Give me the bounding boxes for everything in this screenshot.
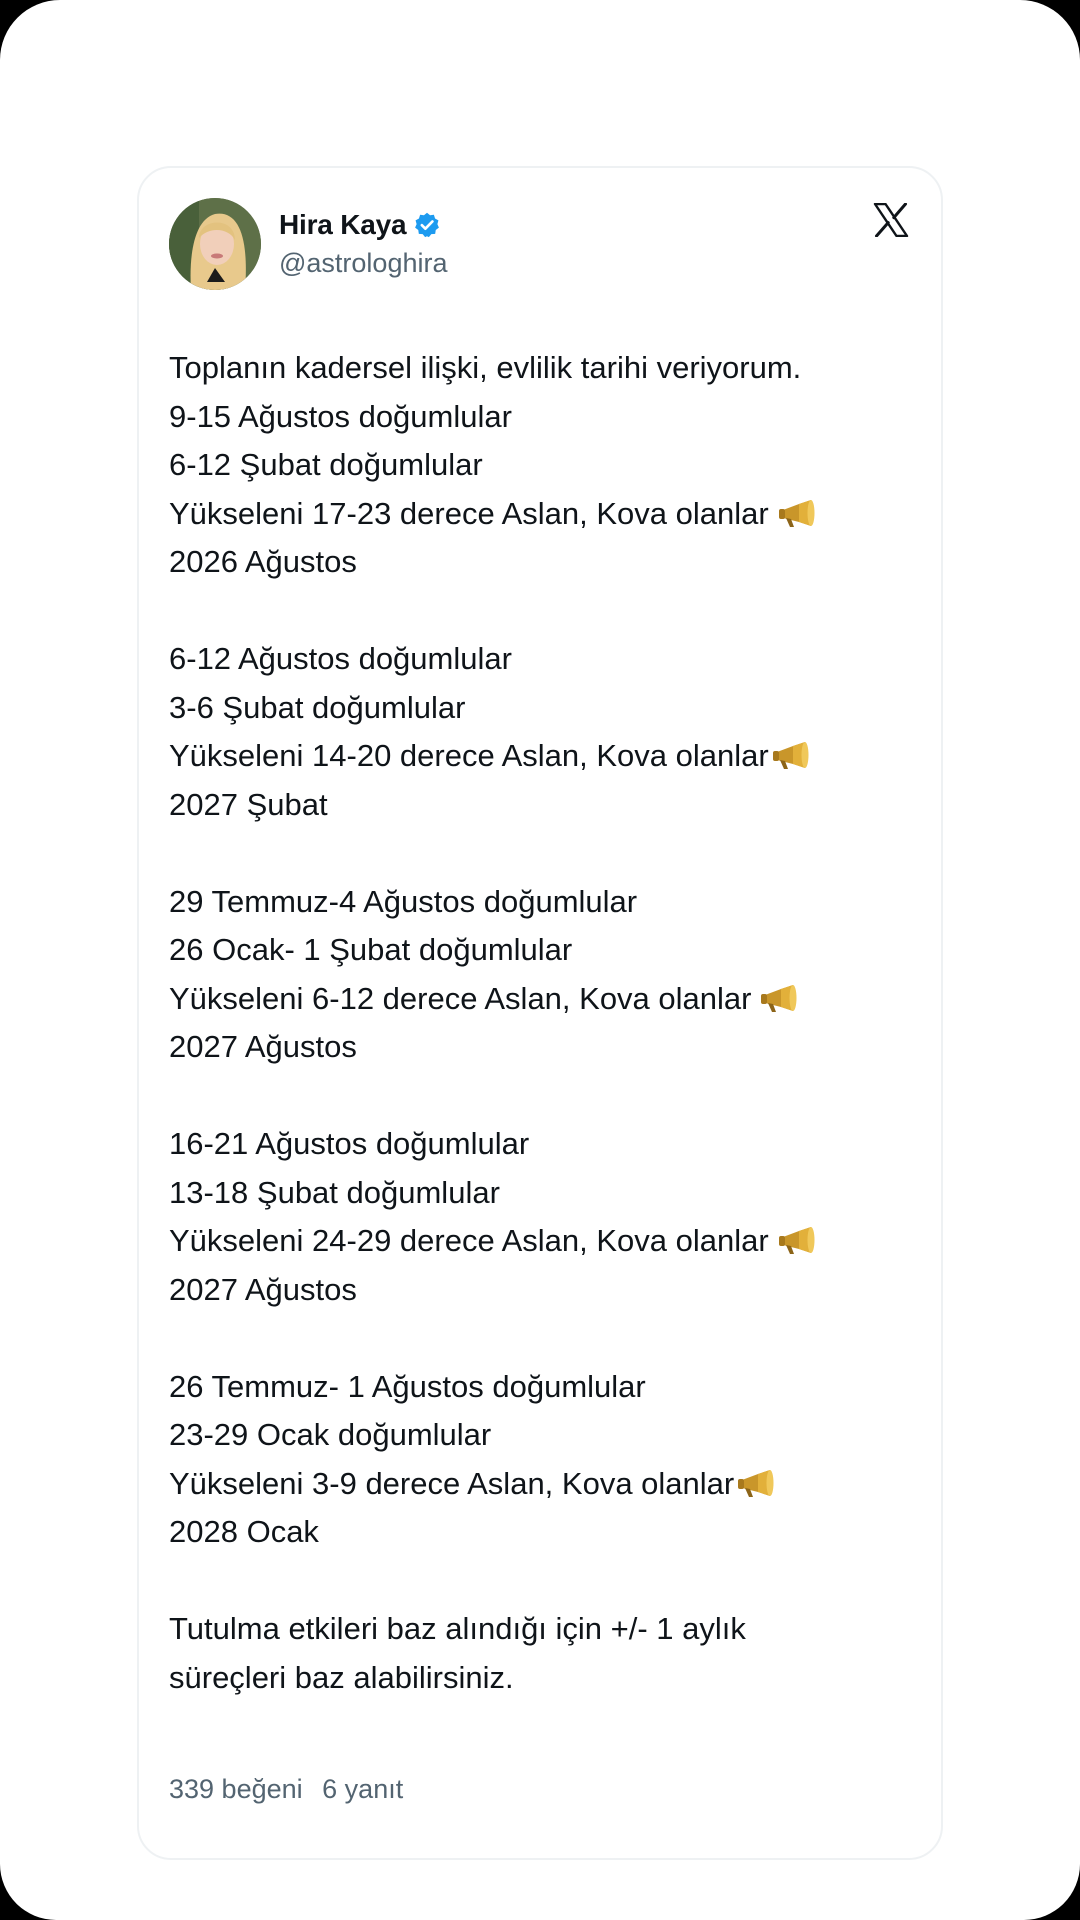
group-date: 2027 Ağustos [169,1271,357,1307]
handle[interactable]: @astrologhira [279,248,448,278]
group-line: 26 Temmuz- 1 Ağustos doğumlular [169,1368,646,1404]
group-date: 2028 Ocak [169,1514,319,1549]
group-ascendant-line [169,975,929,1024]
tweet-card[interactable] [137,166,943,1860]
tweet-text [169,344,929,1702]
likes-count[interactable]: 339 beğeni [169,1774,303,1804]
tweet-stats [169,1774,403,1805]
group-line: 3-6 Şubat doğumlular [169,689,466,725]
tweet-intro: Toplanın kadersel ilişki, evlilik tarihi veriyorum. [169,350,802,385]
group-line: Yükseleni 24-29 derece Aslan, Kova olanlar [169,1223,769,1258]
tweet-note-line: süreçleri baz alabilirsiniz. [169,1659,514,1695]
avatar[interactable] [169,198,261,290]
display-name[interactable]: Hira Kaya [279,209,407,240]
group-ascendant-line [169,1460,929,1509]
megaphone-icon [777,498,817,530]
group-line: 26 Ocak- 1 Şubat doğumlular [169,932,573,967]
verified-badge-icon [413,211,441,239]
megaphone-icon [777,1225,817,1257]
group-line: Yükseleni 14-20 derece Aslan, Kova olanlar [169,738,769,773]
screen-corner [1020,0,1080,60]
group-1 [169,393,929,587]
x-logo-icon[interactable] [873,203,909,237]
group-line: 13-18 Şubat doğumlular [169,1174,500,1210]
group-ascendant-line [169,732,929,781]
group-line: 16-21 Ağustos doğumlular [169,1126,530,1161]
group-ascendant-line [169,1217,929,1266]
megaphone-icon [759,983,799,1015]
group-line: 6-12 Şubat doğumlular [169,447,483,482]
author-block [279,208,448,279]
group-date: 2027 Ağustos [169,1029,357,1064]
group-2 [169,635,929,829]
group-line: Yükseleni 17-23 derece Aslan, Kova olanlar [169,495,769,531]
group-line: Yükseleni 3-9 derece Aslan, Kova olanlar [169,1465,735,1501]
megaphone-icon [771,740,811,772]
group-ascendant-line [169,490,929,539]
replies-count[interactable]: 6 yanıt [322,1774,404,1804]
megaphone-icon [736,1468,776,1500]
group-line: 23-29 Ocak doğumlular [169,1417,492,1452]
group-date: 2027 Şubat [169,786,328,822]
group-line: Yükseleni 6-12 derece Aslan, Kova olanlar [169,980,752,1016]
group-4 [169,1120,929,1314]
tweet-note-line: Tutulma etkileri baz alındığı için +/- 1 aylık [169,1611,746,1646]
group-line: 29 Temmuz-4 Ağustos doğumlular [169,883,638,919]
group-line: 9-15 Ağustos doğumlular [169,398,512,434]
group-date: 2026 Ağustos [169,544,357,579]
screen-corner [0,0,60,60]
group-3 [169,878,929,1072]
group-5 [169,1363,929,1557]
group-line: 6-12 Ağustos doğumlular [169,641,512,676]
